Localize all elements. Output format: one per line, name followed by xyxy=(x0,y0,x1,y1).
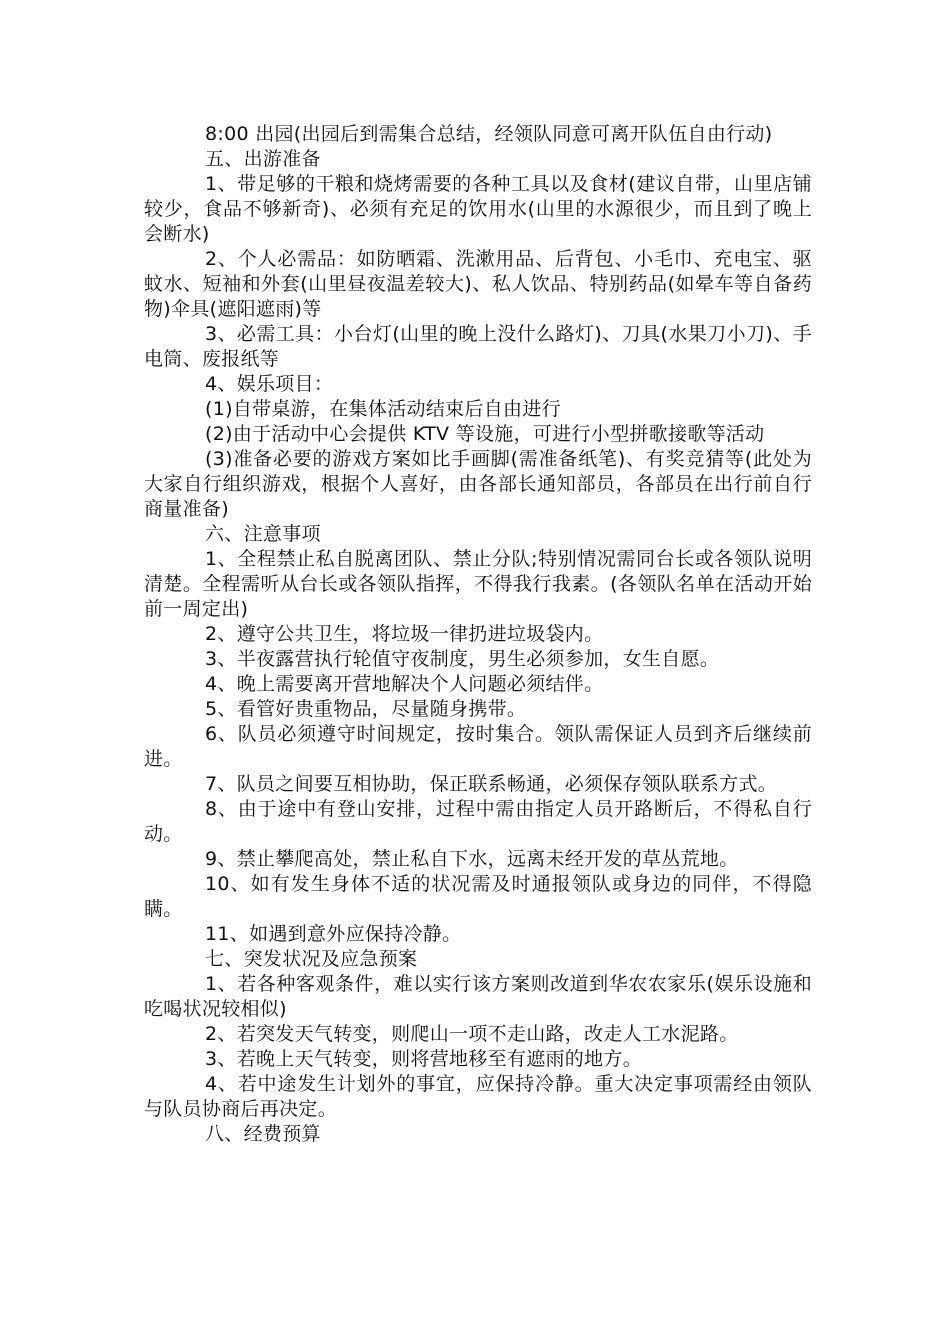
paragraph-notice-10: 10、如有发生身体不适的状况需及时通报领队或身边的同伴，不得隐瞒。 xyxy=(144,873,812,920)
heading-section-8: 八、经费预算 xyxy=(205,1123,321,1145)
paragraph-notice-4: 4、晚上需要离开营地解决个人问题必须结伴。 xyxy=(205,673,604,695)
paragraph-contingency-4: 4、若中途发生计划外的事宜，应保持冷静。重大决定事项需经由领队与队员协商后再决定。 xyxy=(144,1073,812,1120)
paragraph-notice-11: 11、如遇到意外应保持冷静。 xyxy=(205,923,462,945)
paragraph-entertainment-1: (1)自带桌游，在集体活动结束后自由进行 xyxy=(205,398,561,420)
paragraph-notice-8: 8、由于途中有登山安排，过程中需由指定人员开路断后，不得私自行动。 xyxy=(144,798,812,845)
paragraph-entertainment-3: (3)准备必要的游戏方案如比手画脚(需准备纸笔)、有奖竞猜等(此处为大家自行组织游戏，根据个人喜好，由各部长通知部员，各部员在出行前自行商量准备) xyxy=(144,448,812,520)
paragraph-notice-7: 7、队员之间要互相协助，保正联系畅通，必须保存领队联系方式。 xyxy=(205,773,778,795)
paragraph-notice-5: 5、看管好贵重物品，尽量随身携带。 xyxy=(205,698,527,720)
paragraph-prep-3: 3、必需工具：小台灯(山里的晚上没什么路灯)、刀具(水果刀小刀)、手电筒、废报纸等 xyxy=(144,323,812,370)
paragraph-prep-2: 2、个人必需品：如防晒霜、洗漱用品、后背包、小毛巾、充电宝、驱蚊水、短袖和外套(山里昼夜温差较大)、私人饮品、特别药品(如晕车等自备药物)伞具(遮阳遮雨)等 xyxy=(144,248,812,320)
paragraph-notice-9: 9、禁止攀爬高处，禁止私自下水，远离未经开发的草丛荒地。 xyxy=(205,848,739,870)
paragraph-notice-1: 1、全程禁止私自脱离团队、禁止分队;特别情况需同台长或各领队说明清楚。全程需听从台长或各领队指挥，不得我行我素。(各领队名单在活动开始前一周定出) xyxy=(144,548,812,620)
heading-section-6: 六、注意事项 xyxy=(205,523,321,545)
paragraph-contingency-3: 3、若晚上天气转变，则将营地移至有遮雨的地方。 xyxy=(205,1048,642,1070)
paragraph-notice-6: 6、队员必须遵守时间规定，按时集合。领队需保证人员到齐后继续前进。 xyxy=(144,723,812,770)
paragraph-schedule-exit: 8:00 出园(出园后到需集合总结，经领队同意可离开队伍自由行动) xyxy=(205,123,773,145)
paragraph-notice-3: 3、半夜露营执行轮值守夜制度，男生必须参加，女生自愿。 xyxy=(205,648,720,670)
paragraph-prep-1: 1、带足够的干粮和烧烤需要的各种工具以及食材(建议自带，山里店铺较少，食品不够新奇)、必须有充足的饮用水(山里的水源很少，而且到了晚上会断水) xyxy=(144,173,812,245)
heading-section-7: 七、突发状况及应急预案 xyxy=(205,948,418,970)
document-body xyxy=(144,122,812,1147)
paragraph-notice-2: 2、遵守公共卫生，将垃圾一律扔进垃圾袋内。 xyxy=(205,623,604,645)
heading-section-5: 五、出游准备 xyxy=(205,148,321,170)
paragraph-contingency-1: 1、若各种客观条件，难以实行该方案则改道到华农农家乐(娱乐设施和吃喝状况较相似) xyxy=(144,973,812,1020)
paragraph-prep-4: 4、娱乐项目： xyxy=(205,373,334,395)
paragraph-entertainment-2: (2)由于活动中心会提供 KTV 等设施，可进行小型拼歌接歌等活动 xyxy=(205,423,765,445)
paragraph-contingency-2: 2、若突发天气转变，则爬山一项不走山路，改走人工水泥路。 xyxy=(205,1023,739,1045)
